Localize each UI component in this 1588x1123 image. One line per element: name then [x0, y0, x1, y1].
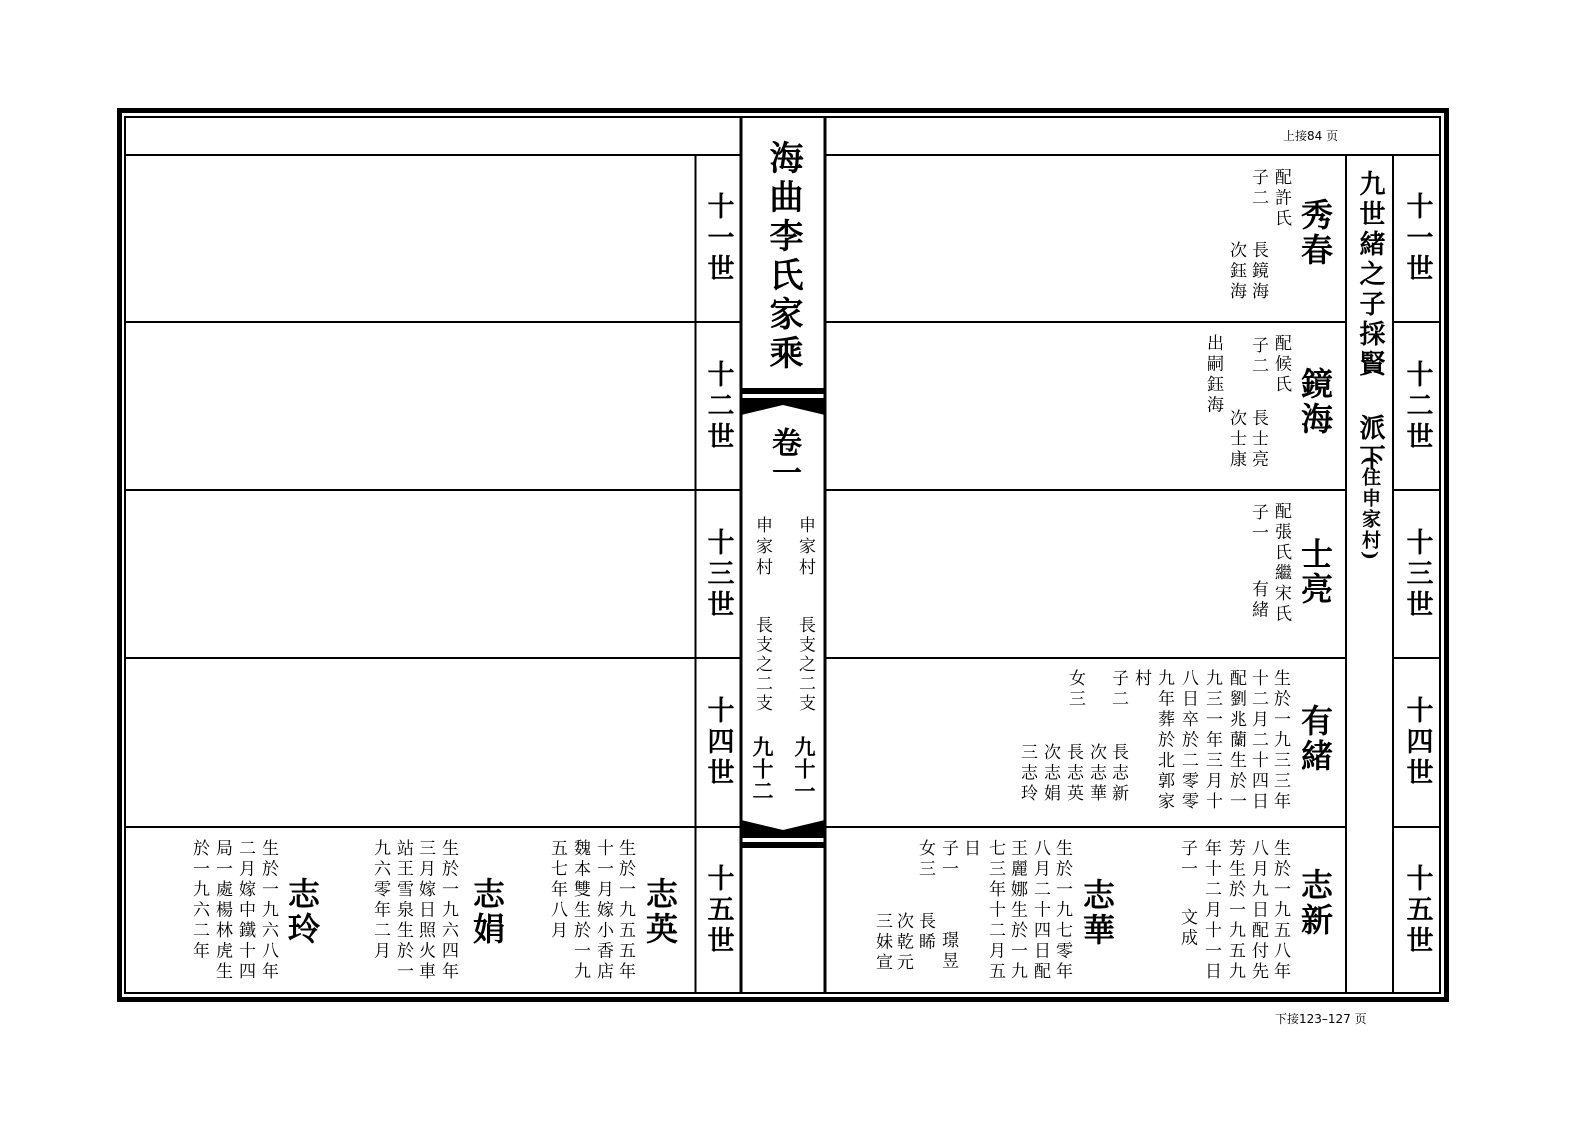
- child-entry: 次志娟: [1040, 743, 1060, 805]
- biography-line: 女三: [1065, 669, 1085, 710]
- generation-cell: [1394, 156, 1440, 321]
- person-name: 志新: [1296, 868, 1334, 938]
- biography-line: 王麗娜生於一九: [1007, 839, 1027, 983]
- child-entry: 文成: [1177, 908, 1197, 949]
- book-title: 海曲李氏家乘: [763, 140, 803, 374]
- biography-line: 七三年十二月五: [985, 839, 1005, 983]
- biography-line: 八月九日配付先: [1248, 839, 1268, 983]
- generation-label: 十四世: [702, 696, 734, 789]
- child-entry: 長志英: [1063, 743, 1083, 805]
- biography-line: 魏本雙生於一九: [570, 839, 590, 983]
- biography-line: 生於一九七零年: [1052, 839, 1072, 983]
- upper-fishtail-bar: [741, 388, 825, 394]
- biography-line: 女三: [915, 839, 935, 880]
- spine-branch: 長支之二支: [795, 616, 815, 714]
- child-entry: 長士亮: [1248, 409, 1268, 471]
- generation-label: 十四世: [1401, 696, 1433, 789]
- generation-cell: [696, 828, 740, 993]
- person-name: 有緒: [1296, 704, 1334, 774]
- lineage-heading-title: 九世緒之子採賢 派下: [1355, 170, 1385, 474]
- biography-line: 九年葬於北郭家: [1154, 669, 1174, 813]
- generation-cell: [696, 491, 740, 657]
- biography-line: 三月嫁日照火車: [415, 839, 435, 983]
- generation-label: 十二世: [1401, 359, 1433, 453]
- biography-line: 八日卒於二零零: [1178, 669, 1198, 813]
- spine-village: 申家村: [795, 516, 815, 579]
- child-entry: 三妹宣: [872, 912, 892, 974]
- biography-line: 五七年八月: [547, 839, 567, 942]
- generation-label: 十一世: [702, 192, 734, 285]
- biography-line: 站王雪泉生於一: [393, 839, 413, 983]
- biography-line: 九六零年二月: [370, 839, 390, 962]
- continued-from-note: 上接84 页: [1283, 129, 1339, 143]
- spine-branch: 長支之二支: [752, 616, 772, 714]
- biography-line: 子二: [1248, 336, 1268, 377]
- biography-line: 子一: [1177, 839, 1197, 880]
- person-name: 士亮: [1296, 537, 1334, 607]
- person-name: 鏡海: [1296, 367, 1334, 437]
- generation-cell: [696, 156, 740, 321]
- generation-cell: [1394, 828, 1440, 993]
- volume-label: 卷一: [766, 427, 801, 487]
- continued-to-note: 下接123–127 页: [1275, 1012, 1367, 1026]
- page-number: 九十一: [792, 736, 817, 802]
- biography-line: 二月嫁中鐵十四: [235, 839, 255, 983]
- generation-label: 十三世: [702, 527, 734, 621]
- child-entry: 次乾元: [893, 912, 913, 974]
- biography-line: 配候氏: [1271, 334, 1291, 396]
- biography-line: 年十二月十一日: [1201, 839, 1221, 983]
- biography-line: 配劉兆蘭生於一: [1226, 669, 1246, 813]
- generation-label: 十一世: [1401, 192, 1433, 285]
- biography-line: 日: [960, 839, 980, 860]
- biography-line: 子一: [1248, 503, 1268, 544]
- biography-line: 生於一九六四年: [438, 839, 458, 983]
- child-entry: 長睎: [915, 912, 935, 953]
- biography-line: 配許氏: [1271, 168, 1291, 230]
- generation-label: 十二世: [702, 359, 734, 453]
- generation-label: 十五世: [702, 864, 734, 957]
- biography-line: 生於一九三三年: [1270, 669, 1290, 813]
- generation-label: 十三世: [1401, 527, 1433, 621]
- biography-line: 配張氏繼宋氏: [1271, 502, 1291, 625]
- page-number: 九十二: [750, 736, 775, 802]
- child-entry: 璟昱: [938, 931, 958, 972]
- child-entry: 三志玲: [1017, 743, 1037, 805]
- generation-cell: [1394, 323, 1440, 489]
- person-name: 秀春: [1296, 198, 1334, 268]
- lower-fishtail-bar: [741, 842, 825, 848]
- lineage-residence: (住申家村): [1359, 456, 1381, 562]
- child-entry: 有緒: [1248, 580, 1268, 621]
- generation-cell: [696, 659, 740, 826]
- lower-fishtail: [741, 820, 825, 838]
- person-name: 志英: [641, 877, 679, 947]
- biography-line: 生於一九五八年: [1270, 839, 1290, 983]
- biography-line: 子二: [1108, 669, 1128, 710]
- biography-line: 出嗣鈺海: [1203, 334, 1223, 416]
- biography-line: 子一: [938, 839, 958, 880]
- generation-label: 十五世: [1401, 864, 1433, 957]
- biography-line: 十一月嫁小香店: [593, 839, 613, 983]
- biography-line: 局一處楊林虎生: [212, 839, 232, 983]
- biography-line: 九三一年三月十: [1202, 669, 1222, 813]
- child-entry: 次鈺海: [1226, 241, 1246, 303]
- child-entry: 長志新: [1108, 743, 1128, 805]
- person-name: 志華: [1078, 878, 1116, 948]
- generation-cell: [1394, 659, 1440, 826]
- biography-line: 子二: [1248, 168, 1268, 209]
- generation-cell: [696, 323, 740, 489]
- person-name: 志娟: [468, 877, 506, 947]
- biography-line: 村: [1131, 669, 1151, 690]
- spine-village: 申家村: [752, 516, 772, 579]
- person-name: 志玲: [283, 877, 321, 947]
- biography-line: 於一九六二年: [189, 839, 209, 962]
- child-entry: 次志華: [1086, 743, 1106, 805]
- biography-line: 十二月二十四日: [1248, 669, 1268, 813]
- biography-line: 生於一九五五年: [615, 839, 635, 983]
- upper-fishtail: [741, 398, 825, 415]
- child-entry: 長鏡海: [1248, 241, 1268, 303]
- child-entry: 次士康: [1226, 409, 1246, 471]
- biography-line: 生於一九六八年: [258, 839, 278, 983]
- biography-line: 八月二十四日配: [1030, 839, 1050, 983]
- biography-line: 芳生於一九五九: [1225, 839, 1245, 983]
- generation-cell: [1394, 491, 1440, 657]
